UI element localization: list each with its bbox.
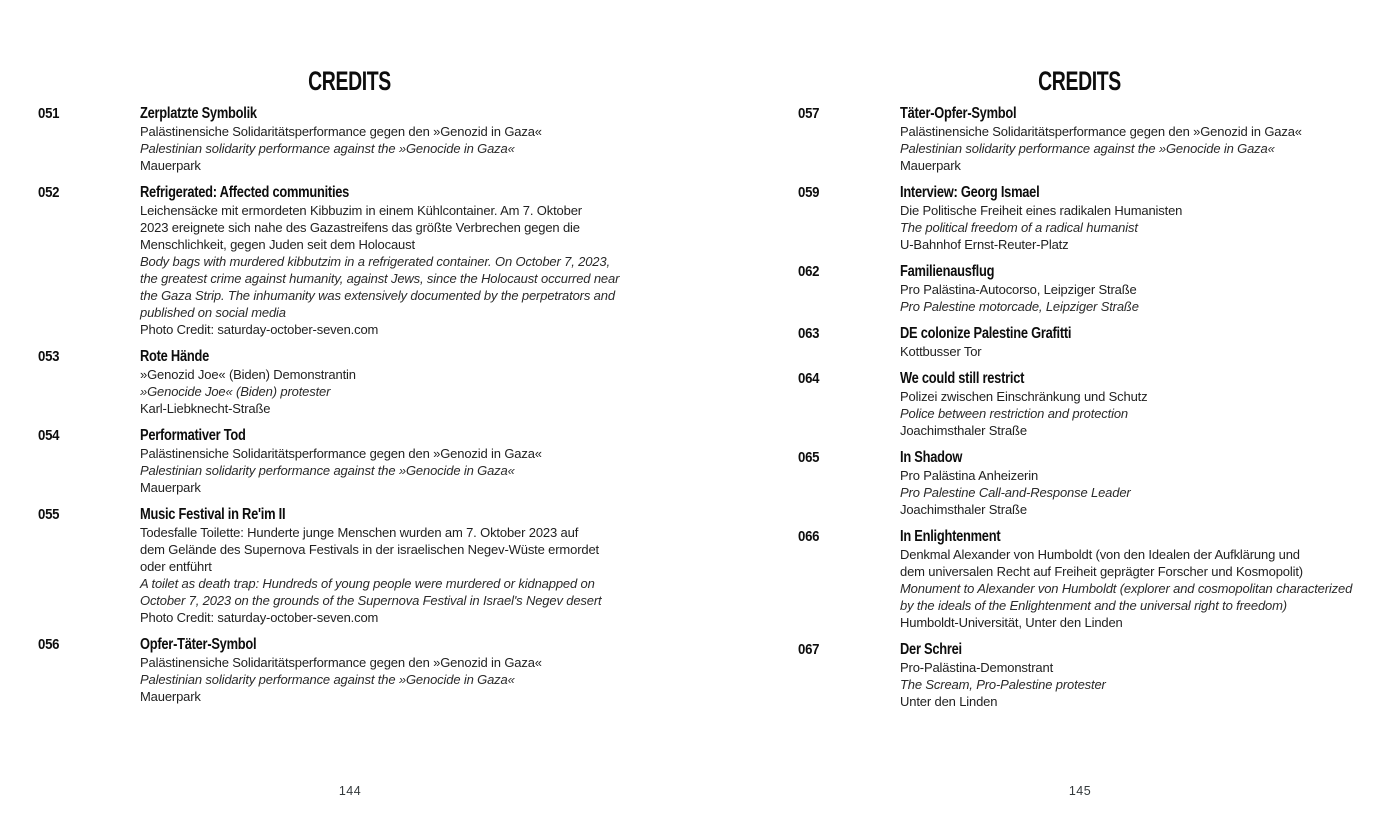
credit-line-translation: Palestinian solidarity performance against the »Genocide in Gaza« bbox=[140, 463, 515, 478]
credit-title-text: In Shadow bbox=[900, 449, 963, 466]
credit-line: »Genozid Joe« (Biden) Demonstrantin bbox=[140, 367, 356, 382]
credit-line-translation: Palestinian solidarity performance against the »Genocide in Gaza« bbox=[900, 141, 1275, 156]
credit-number bbox=[38, 426, 140, 445]
credit-entry bbox=[38, 635, 700, 705]
credit-entry-body bbox=[140, 104, 700, 174]
credit-title-text: Rote Hände bbox=[140, 348, 209, 365]
credit-number bbox=[38, 183, 140, 202]
credit-line: 2023 ereignete sich nahe des Gazastreifens das größte Verbrechen gegen die bbox=[140, 220, 580, 235]
credit-number-text: 065 bbox=[798, 449, 820, 466]
credit-number bbox=[798, 262, 900, 281]
credit-number-text: 064 bbox=[798, 370, 820, 387]
credit-line: Palästinensiche Solidaritätsperformance gegen den »Genozid in Gaza« bbox=[140, 446, 542, 461]
credit-number bbox=[798, 104, 900, 123]
credit-entry-body bbox=[140, 347, 700, 417]
credit-title-text: Zerplatzte Symbolik bbox=[140, 105, 257, 122]
credit-number-text: 067 bbox=[798, 641, 820, 658]
credit-title bbox=[900, 262, 1400, 281]
credit-title bbox=[140, 183, 700, 202]
credit-entry-body bbox=[140, 183, 700, 338]
credit-title bbox=[900, 104, 1400, 123]
credit-line: dem Gelände des Supernova Festivals in der israelischen Negev-Wüste ermordet bbox=[140, 542, 599, 557]
credit-line-translation: A toilet as death trap: Hundreds of young people were murdered or kidnapped on bbox=[140, 576, 595, 591]
credits-list bbox=[0, 104, 700, 705]
credit-title bbox=[140, 635, 700, 654]
credit-line: oder entführt bbox=[140, 559, 212, 574]
credit-title-text: In Enlightenment bbox=[900, 528, 1001, 545]
credit-line: Palästinensiche Solidaritätsperformance gegen den »Genozid in Gaza« bbox=[140, 124, 542, 139]
credit-entry-body bbox=[140, 505, 700, 626]
credit-entry bbox=[798, 183, 1400, 253]
credit-number bbox=[38, 635, 140, 654]
credit-number bbox=[38, 505, 140, 524]
credit-line: Todesfalle Toilette: Hunderte junge Menschen wurden am 7. Oktober 2023 auf bbox=[140, 525, 579, 540]
credit-title bbox=[900, 324, 1400, 343]
credit-entry bbox=[798, 640, 1400, 710]
credit-number-text: 053 bbox=[38, 348, 60, 365]
credit-line: Kottbusser Tor bbox=[900, 344, 982, 359]
credit-line: Joachimsthaler Straße bbox=[900, 423, 1027, 438]
credit-number-text: 052 bbox=[38, 184, 60, 201]
credit-number-text: 056 bbox=[38, 636, 60, 653]
credit-number-text: 051 bbox=[38, 105, 60, 122]
credit-entry bbox=[798, 448, 1400, 518]
credit-title bbox=[140, 347, 700, 366]
credit-number-text: 059 bbox=[798, 184, 820, 201]
page-title-text: CREDITS bbox=[308, 66, 392, 96]
page-number: 145 bbox=[1068, 784, 1092, 798]
credit-number-text: 066 bbox=[798, 528, 820, 545]
credit-line-translation: published on social media bbox=[140, 305, 286, 320]
credit-title-text: Familienausflug bbox=[900, 263, 995, 280]
credit-entry bbox=[38, 104, 700, 174]
credit-line: Menschlichkeit, gegen Juden seit dem Holocaust bbox=[140, 237, 415, 252]
credit-line-translation: The political freedom of a radical humanist bbox=[900, 220, 1138, 235]
credit-entry bbox=[798, 369, 1400, 439]
credit-line: Denkmal Alexander von Humboldt (von den Idealen der Aufklärung und bbox=[900, 547, 1300, 562]
credit-line-translation: Pro Palestine Call-and-Response Leader bbox=[900, 485, 1131, 500]
credit-line: Mauerpark bbox=[140, 158, 201, 173]
credit-title-text: We could still restrict bbox=[900, 370, 1025, 387]
credit-number bbox=[798, 640, 900, 659]
credit-line: Palästinensiche Solidaritätsperformance gegen den »Genozid in Gaza« bbox=[140, 655, 542, 670]
credit-entry-body bbox=[900, 262, 1400, 315]
credit-entry-body bbox=[140, 426, 700, 496]
credit-line: Pro Palästina Anheizerin bbox=[900, 468, 1039, 483]
credit-line-translation: Pro Palestine motorcade, Leipziger Straße bbox=[900, 299, 1139, 314]
credit-number bbox=[38, 104, 140, 123]
credit-line-translation: the greatest crime against humanity, against Jews, since the Holocaust occurred near bbox=[140, 271, 620, 286]
credit-title bbox=[140, 505, 700, 524]
credit-line-translation: by the ideals of the Enlightenment and the universal right to freedom) bbox=[900, 598, 1287, 613]
credit-line: dem universalen Recht auf Freiheit geprägter Forscher und Kosmopolit) bbox=[900, 564, 1303, 579]
credit-entry bbox=[798, 324, 1400, 360]
credit-title-text: Der Schrei bbox=[900, 641, 962, 658]
credit-entry-body bbox=[140, 635, 700, 705]
credit-entry bbox=[798, 262, 1400, 315]
credit-line: Pro Palästina-Autocorso, Leipziger Straße bbox=[900, 282, 1137, 297]
credit-title bbox=[900, 183, 1400, 202]
credit-line-translation: the Gaza Strip. The inhumanity was extensively documented by the perpetrators and bbox=[140, 288, 615, 303]
credit-number-text: 062 bbox=[798, 263, 820, 280]
credit-line: Leichensäcke mit ermordeten Kibbuzim in einem Kühlcontainer. Am 7. Oktober bbox=[140, 203, 582, 218]
page-number: 144 bbox=[338, 784, 362, 798]
credit-line-translation: Body bags with murdered kibbutzim in a refrigerated container. On October 7, 2023, bbox=[140, 254, 610, 269]
credit-line-translation: The Scream, Pro-Palestine protester bbox=[900, 677, 1106, 692]
credit-line-translation: Police between restriction and protection bbox=[900, 406, 1128, 421]
credit-entry-body bbox=[900, 527, 1400, 631]
credit-title bbox=[900, 527, 1400, 546]
page-title bbox=[700, 68, 1400, 95]
credit-line: Mauerpark bbox=[140, 480, 201, 495]
credit-line: Pro-Palästina-Demonstrant bbox=[900, 660, 1054, 675]
credit-line: Karl-Liebknecht-Straße bbox=[140, 401, 271, 416]
credit-number bbox=[798, 448, 900, 467]
credit-entry bbox=[38, 183, 700, 338]
credit-line-translation: Monument to Alexander von Humboldt (explorer and cosmopolitan characterized bbox=[900, 581, 1353, 596]
credit-title bbox=[140, 104, 700, 123]
credit-line-translation: Palestinian solidarity performance against the »Genocide in Gaza« bbox=[140, 672, 515, 687]
credit-title-text: Täter-Opfer-Symbol bbox=[900, 105, 1017, 122]
credit-number bbox=[38, 347, 140, 366]
credit-number-text: 055 bbox=[38, 506, 60, 523]
credits-page-right bbox=[700, 0, 1400, 831]
credit-title bbox=[140, 426, 700, 445]
credit-entry-body bbox=[900, 448, 1400, 518]
credit-title-text: Interview: Georg Ismael bbox=[900, 184, 1040, 201]
credit-title-text: Refrigerated: Affected communities bbox=[140, 184, 350, 201]
credit-line-translation: October 7, 2023 on the grounds of the Supernova Festival in Israel's Negev desert bbox=[140, 593, 602, 608]
credit-entry bbox=[38, 347, 700, 417]
credit-number-text: 054 bbox=[38, 427, 60, 444]
credit-entry bbox=[38, 505, 700, 626]
credit-line-translation: »Genocide Joe« (Biden) protester bbox=[140, 384, 331, 399]
credit-entry-body bbox=[900, 183, 1400, 253]
credit-entry-body bbox=[900, 104, 1400, 174]
credit-line: Photo Credit: saturday-october-seven.com bbox=[140, 610, 379, 625]
credit-line: Photo Credit: saturday-october-seven.com bbox=[140, 322, 379, 337]
credit-entry-body bbox=[900, 324, 1400, 360]
credit-entry bbox=[798, 104, 1400, 174]
credits-list bbox=[700, 104, 1400, 710]
credit-number bbox=[798, 183, 900, 202]
credit-entry-body bbox=[900, 369, 1400, 439]
credit-number-text: 063 bbox=[798, 325, 820, 342]
credit-title-text: Music Festival in Re'im II bbox=[140, 506, 286, 523]
credit-line: Polizei zwischen Einschränkung und Schutz bbox=[900, 389, 1148, 404]
credit-entry bbox=[38, 426, 700, 496]
credit-title-text: Performativer Tod bbox=[140, 427, 246, 444]
credit-line: Humboldt-Universität, Unter den Linden bbox=[900, 615, 1123, 630]
credit-title-text: Opfer-Täter-Symbol bbox=[140, 636, 257, 653]
credit-line: Die Politische Freiheit eines radikalen Humanisten bbox=[900, 203, 1183, 218]
credit-line-translation: Palestinian solidarity performance against the »Genocide in Gaza« bbox=[140, 141, 515, 156]
credit-entry-body bbox=[900, 640, 1400, 710]
credit-line: U-Bahnhof Ernst-Reuter-Platz bbox=[900, 237, 1069, 252]
credit-line: Unter den Linden bbox=[900, 694, 998, 709]
credit-title-text: DE colonize Palestine Grafitti bbox=[900, 325, 1072, 342]
credit-number bbox=[798, 369, 900, 388]
credit-title bbox=[900, 369, 1400, 388]
credit-title bbox=[900, 448, 1400, 467]
credit-title bbox=[900, 640, 1400, 659]
credit-line: Palästinensiche Solidaritätsperformance gegen den »Genozid in Gaza« bbox=[900, 124, 1302, 139]
credit-number bbox=[798, 324, 900, 343]
page-title-text: CREDITS bbox=[1038, 66, 1122, 96]
credit-line: Mauerpark bbox=[140, 689, 201, 704]
page-title bbox=[0, 68, 700, 95]
credit-line: Mauerpark bbox=[900, 158, 961, 173]
credit-number-text: 057 bbox=[798, 105, 820, 122]
credit-line: Joachimsthaler Straße bbox=[900, 502, 1027, 517]
credit-entry bbox=[798, 527, 1400, 631]
credit-number bbox=[798, 527, 900, 546]
